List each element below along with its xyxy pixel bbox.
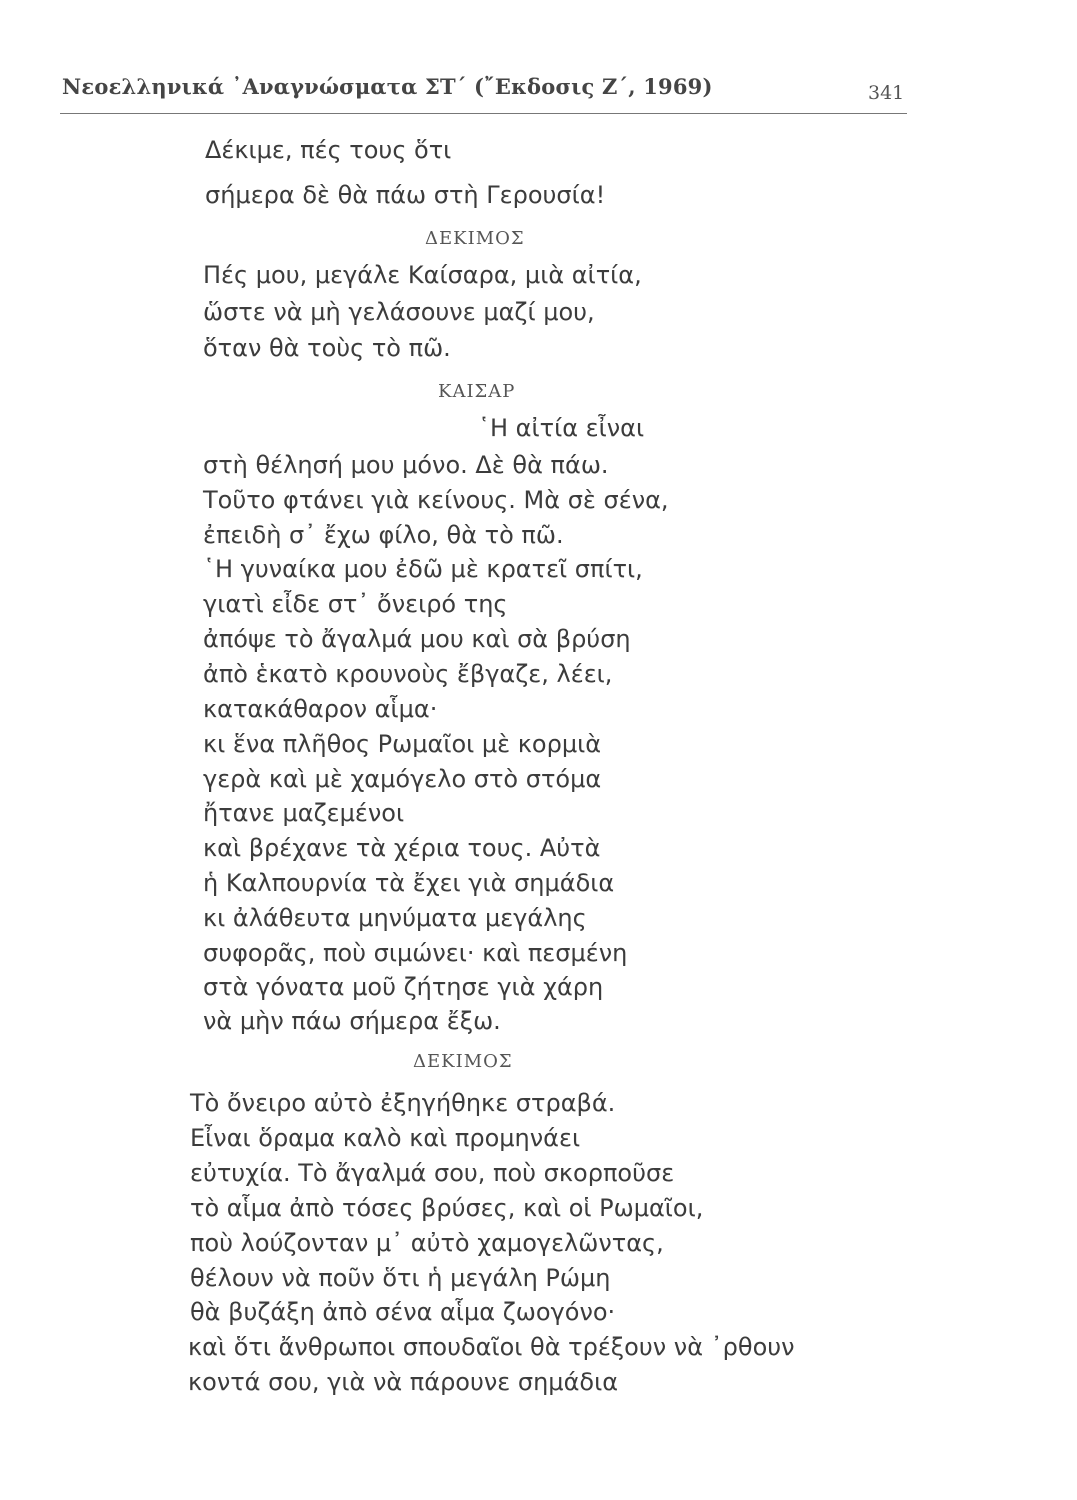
speaker-name: ΚΑΙΣΑΡ xyxy=(438,381,516,402)
verse-line: ἀπὸ ἑκατὸ κρουνοὺς ἔβγαζε, λέει, xyxy=(203,660,613,688)
verse-line: Τὸ ὄνειρο αὐτὸ ἐξηγήθηκε στραβά. xyxy=(190,1089,616,1117)
verse-line: συφορᾶς, ποὺ σιμώνει· καὶ πεσμένη xyxy=(203,939,628,967)
verse-line: τὸ αἷμα ἀπὸ τόσες βρύσες, καὶ οἱ Ρωμαῖοι, xyxy=(190,1194,704,1222)
verse-line: σήμερα δὲ θὰ πάω στὴ Γερουσία! xyxy=(205,181,606,209)
header-rule xyxy=(60,113,907,114)
verse-line: ποὺ λούζονταν μ᾿ αὐτὸ χαμογελῶντας, xyxy=(190,1229,664,1257)
verse-line: θὰ βυζάξη ἀπὸ σένα αἷμα ζωογόνο· xyxy=(190,1298,616,1326)
verse-line: ὥστε νὰ μὴ γελάσουνε μαζί μου, xyxy=(203,298,595,326)
running-title: Νεοελληνικά ᾿Αναγνώσματα ΣΤ΄ (῎Εκδοσις Ζ΄, 1969) xyxy=(62,74,713,99)
verse-line: ῾Η αἰτία εἶναι xyxy=(478,414,645,442)
verse-line: ἐπειδὴ σ᾿ ἔχω φίλο, θὰ τὸ πῶ. xyxy=(203,521,564,549)
verse-line: ἡ Καλπουρνία τὰ ἔχει γιὰ σημάδια xyxy=(203,869,615,897)
verse-line: στὴ θέλησή μου μόνο. Δὲ θὰ πάω. xyxy=(203,451,609,479)
verse-line: ἀπόψε τὸ ἄγαλμά μου καὶ σὰ βρύση xyxy=(203,625,631,653)
verse-line: γερὰ καὶ μὲ χαμόγελο στὸ στόμα xyxy=(203,765,602,793)
verse-line: νὰ μὴν πάω σήμερα ἔξω. xyxy=(203,1007,501,1035)
verse-line: Τοῦτο φτάνει γιὰ κείνους. Μὰ σὲ σένα, xyxy=(203,486,669,514)
verse-line: στὰ γόνατα μοῦ ζήτησε γιὰ χάρη xyxy=(203,973,604,1001)
speaker-name: ΔΕΚΙΜΟΣ xyxy=(425,228,525,249)
verse-line: κατακάθαρον αἷμα· xyxy=(203,695,438,723)
verse-line: γιατὶ εἶδε στ᾿ ὄνειρό της xyxy=(203,590,508,618)
verse-line: θέλουν νὰ ποῦν ὅτι ἡ μεγάλη Ρώμη xyxy=(190,1264,611,1292)
page-number: 341 xyxy=(868,82,905,104)
verse-line: κοντά σου, γιὰ νὰ πάρουνε σημάδια xyxy=(188,1368,619,1396)
verse-line: ῾Η γυναίκα μου ἐδῶ μὲ κρατεῖ σπίτι, xyxy=(203,555,643,583)
verse-line: Εἶναι ὅραμα καλὸ καὶ προμηνάει xyxy=(190,1124,581,1152)
verse-line: κι ἀλάθευτα μηνύματα μεγάλης xyxy=(203,904,587,932)
verse-line: καὶ βρέχανε τὰ χέρια τους. Αὐτὰ xyxy=(203,834,601,862)
speaker-name: ΔΕΚΙΜΟΣ xyxy=(413,1051,513,1072)
verse-line: ἤτανε μαζεμένοι xyxy=(203,799,405,827)
verse-line: Δέκιμε, πές τους ὅτι xyxy=(205,136,452,164)
verse-line: καὶ ὅτι ἄνθρωποι σπουδαῖοι θὰ τρέξουν νὰ ᾿ρθουν xyxy=(188,1333,795,1361)
verse-line: εὐτυχία. Τὸ ἄγαλμά σου, ποὺ σκορποῦσε xyxy=(190,1159,675,1187)
verse-line: Πές μου, μεγάλε Καίσαρα, μιὰ αἰτία, xyxy=(203,261,642,289)
verse-line: κι ἕνα πλῆθος Ρωμαῖοι μὲ κορμιὰ xyxy=(203,730,602,758)
verse-line: ὅταν θὰ τοὺς τὸ πῶ. xyxy=(203,334,451,362)
